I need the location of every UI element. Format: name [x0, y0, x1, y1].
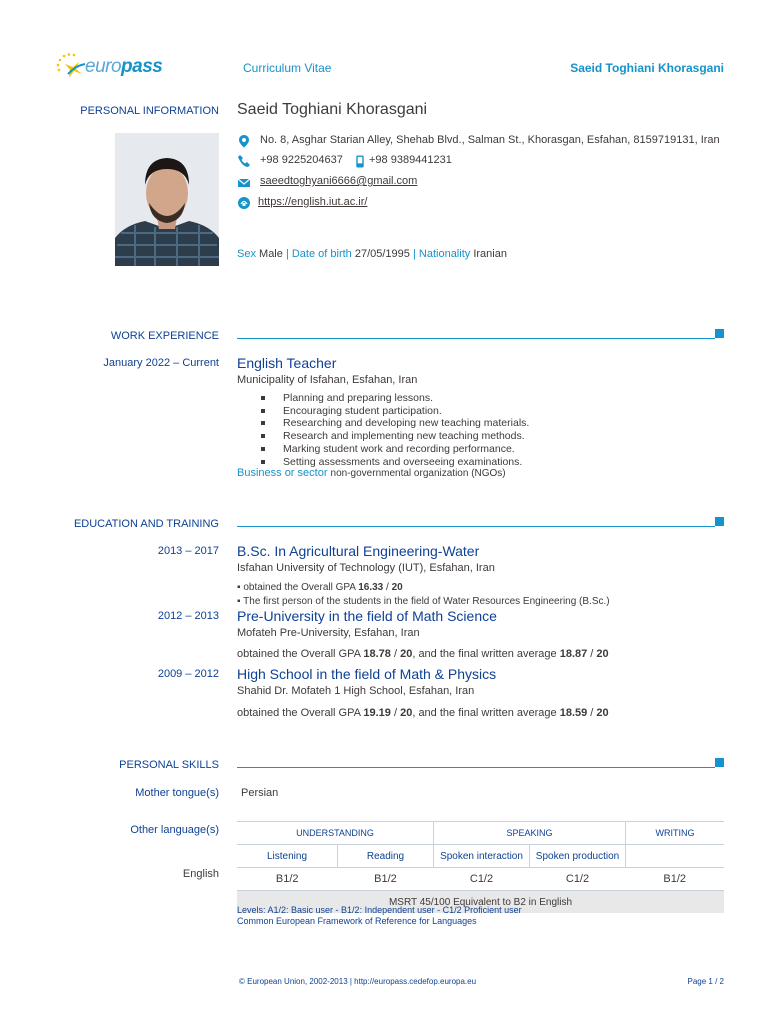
avg-slash: / — [587, 707, 597, 719]
gpa-slash: / — [383, 582, 392, 593]
table-row — [237, 868, 724, 891]
list-item: Marking student work and recording performance. — [258, 443, 529, 456]
sub-reading: Reading — [338, 845, 434, 868]
levels-note: Levels: A1/2: Basic user - B1/2: Independent user - C1/2 Proficient user — [237, 905, 522, 915]
sex-value: Male — [259, 248, 283, 260]
education-org: Isfahan University of Technology (IUT), Esfahan, Iran — [237, 562, 495, 574]
work-experience-heading: WORK EXPERIENCE — [110, 330, 219, 342]
level-cell: B1/2 — [237, 868, 338, 891]
page-number: Page 1 / 2 — [687, 977, 724, 986]
personal-details-line — [237, 248, 507, 260]
avg-prefix: , and the final written average — [412, 648, 560, 660]
logo-text-euro: euro — [85, 56, 122, 77]
education-heading: EDUCATION AND TRAINING — [73, 518, 219, 530]
section-marker — [715, 517, 724, 526]
section-marker — [715, 758, 724, 767]
education-date: 2013 – 2017 — [157, 545, 219, 557]
dob-label: Date of birth — [291, 248, 352, 260]
education-date: 2009 – 2012 — [157, 668, 219, 680]
level-cell: B1/2 — [338, 868, 434, 891]
section-marker — [715, 329, 724, 338]
europass-logo — [55, 52, 163, 82]
education-title: B.Sc. In Agricultural Engineering-Water — [237, 543, 480, 559]
gpa-prefix: obtained the Overall GPA — [237, 648, 364, 660]
dob-value: 27/05/1995 — [354, 248, 410, 260]
gpa-value: 19.19 — [363, 707, 391, 719]
website-link[interactable]: https://english.iut.ac.ir/ — [258, 196, 368, 208]
nationality-label: Nationality — [418, 248, 471, 260]
sub-spoken-production: Spoken production — [530, 845, 626, 868]
list-item: Research and implementing new teaching methods. — [258, 430, 529, 443]
gpa-max: 20 — [400, 648, 413, 660]
gpa-prefix: ▪ obtained the Overall GPA — [237, 582, 359, 593]
education-title: High School in the field of Math & Physics — [237, 666, 497, 682]
education-gpa-line — [237, 648, 609, 660]
education-gpa-line — [237, 707, 609, 719]
footer-copyright: © European Union, 2002-2013 | http://europass.cedefop.europa.eu — [239, 977, 477, 986]
gpa-slash: / — [390, 648, 401, 660]
avg-value: 18.87 — [559, 648, 588, 660]
sub-writing — [626, 845, 725, 868]
header-name: Saeid Toghiani Khorasgani — [570, 61, 724, 75]
address: No. 8, Asghar Starian Alley, Shehab Blvd., Salman St., Khorasgan, Esfahan, 8159719131, Iran — [260, 134, 720, 146]
other-languages-label: Other language(s) — [130, 824, 219, 836]
gpa-prefix: obtained the Overall GPA — [237, 707, 364, 719]
level-cell: C1/2 — [530, 868, 626, 891]
sector-label: Business or sector — [237, 467, 328, 479]
avg-value: 18.59 — [559, 707, 588, 719]
avg-max: 20 — [596, 707, 609, 719]
mobile-phone-icon — [355, 155, 365, 168]
sex-label: Sex — [237, 248, 256, 260]
framework-note: Common European Framework of Reference for Languages — [237, 916, 477, 926]
personal-skills-heading: PERSONAL SKILLS — [119, 759, 219, 771]
work-duties-list — [258, 392, 529, 468]
work-employer: Municipality of Isfahan, Esfahan, Iran — [237, 374, 418, 386]
doc-type: Curriculum Vitae — [243, 61, 332, 75]
education-title: Pre-University in the field of Math Science — [237, 608, 497, 624]
avg-slash: / — [587, 648, 597, 660]
table-row — [237, 822, 724, 845]
table-row — [237, 845, 724, 868]
header-writing: WRITING — [626, 822, 725, 845]
language-name: English — [182, 868, 219, 880]
gpa-slash: / — [390, 707, 401, 719]
certificate: MSRT 45/100 Equivalent to B2 in English — [237, 891, 724, 914]
work-sector — [237, 467, 506, 479]
section-divider — [237, 767, 715, 768]
email-link[interactable]: saeedtoghyani6666@gmail.com — [260, 175, 418, 187]
avg-prefix: , and the final written average — [412, 707, 560, 719]
language-table — [237, 821, 724, 913]
location-pin-icon — [237, 134, 251, 148]
gpa-max: 20 — [400, 707, 413, 719]
education-note: ▪ The first person of the students in the field of Water Resources Engineering (B.Sc.) — [237, 596, 610, 607]
full-name: Saeid Toghiani Khorasgani — [237, 101, 428, 118]
gpa-value: 18.78 — [363, 648, 391, 660]
gpa-max: 20 — [391, 582, 403, 593]
website-icon — [237, 196, 251, 210]
phone-icon — [237, 154, 251, 168]
header-speaking: SPEAKING — [434, 822, 626, 845]
sector-value: non-governmental organization (NGOs) — [330, 468, 506, 479]
logo-text-pass: pass — [121, 56, 163, 77]
education-org: Mofateh Pre-University, Esfahan, Iran — [237, 627, 420, 639]
email-icon — [237, 176, 251, 190]
personal-info-heading: PERSONAL INFORMATION — [80, 105, 219, 117]
header-understanding: UNDERSTANDING — [237, 822, 434, 845]
separator: | — [412, 248, 416, 260]
list-item: Setting assessments and overseeing examinations. — [258, 456, 529, 469]
section-divider — [237, 338, 715, 339]
mobile-number: +98 9389441231 — [369, 154, 452, 166]
profile-photo — [115, 133, 219, 266]
avg-max: 20 — [596, 648, 609, 660]
work-title: English Teacher — [237, 355, 337, 371]
mother-tongue-label: Mother tongue(s) — [135, 787, 219, 799]
list-item: Researching and developing new teaching materials. — [258, 417, 529, 430]
separator: | — [285, 248, 289, 260]
sub-listening: Listening — [237, 845, 338, 868]
education-gpa-line — [237, 582, 403, 593]
sub-spoken-interaction: Spoken interaction — [434, 845, 530, 868]
education-date: 2012 – 2013 — [157, 610, 219, 622]
level-cell: B1/2 — [626, 868, 725, 891]
education-org: Shahid Dr. Mofateh 1 High School, Esfahan, Iran — [237, 685, 475, 697]
list-item: Planning and preparing lessons. — [258, 392, 529, 405]
gpa-value: 16.33 — [358, 582, 384, 593]
europass-star-icon — [55, 52, 89, 82]
section-divider — [237, 526, 715, 527]
phone-number: +98 9225204637 — [260, 154, 343, 166]
work-date: January 2022 – Current — [103, 357, 219, 369]
list-item: Encouraging student participation. — [258, 405, 529, 418]
mother-tongue-value: Persian — [241, 787, 279, 799]
nationality-value: Iranian — [473, 248, 507, 260]
level-cell: C1/2 — [434, 868, 530, 891]
